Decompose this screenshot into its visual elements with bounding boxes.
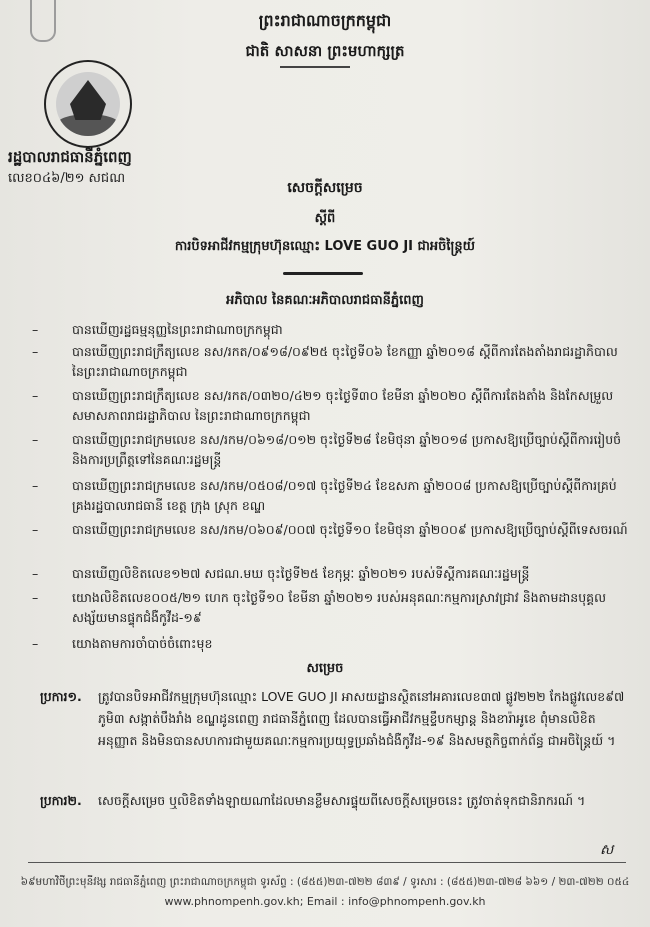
- issuing-authority: អភិបាល នៃគណៈអភិបាលរាជធានីភ្នំពេញ: [226, 293, 424, 308]
- document-subtitle: ស្តីពី: [314, 211, 336, 226]
- list-item: – យោងតាមការចាំបាច់ចំពោះមុខ: [32, 636, 213, 651]
- issuing-office: រដ្ឋបាលរាជធានីភ្នំពេញ: [8, 148, 132, 166]
- document-number: លេខ០៤៦/២១ សជណ: [8, 171, 126, 186]
- list-item: – បានឃើញរដ្ឋធម្មនុញ្ញនៃព្រះរាជាណាចក្រកម្ពុជា: [32, 322, 283, 337]
- ornament-divider: [280, 66, 350, 68]
- footer-address: ៦៩មហាវិថីព្រះមុនីវង្ស រាជធានីភ្នំពេញ ព្រះរាជាណាចក្រកម្ពុជា ទូរស័ព្ទ : (៨៥៥)២៣-៧២២ ៨៣៩ / ទូរសារ : (៨៥៥)២៣-៧២៨ ៦៦១ / ២៣-៧២២ ០៥៤: [20, 876, 630, 888]
- article-text: សេចក្តីសម្រេច ឬលិខិតទាំងឡាយណាដែលមានខ្លឹមសារផ្ទុយពីសេចក្តីសម្រេចនេះ ត្រូវចាត់ទុកជានិរាករណ៍ ។: [98, 793, 586, 808]
- list-item: – បានឃើញព្រះរាជក្រមលេខ នស/រកម/០៦០៩/០០៧ ចុះថ្ងៃទី១០ ខែមិថុនា ឆ្នាំ២០០៩ ប្រកាសឱ្យប្រើច្បាប់ស្តីពីទេសចរណ៍: [32, 522, 628, 537]
- national-motto: ជាតិ សាសនា ព្រះមហាក្សត្រ: [245, 42, 405, 60]
- list-item: – បានឃើញលិខិតលេខ១២៧ សជណ.មឃ ចុះថ្ងៃទី២៥ ខែកុម្ភៈ ឆ្នាំ២០២១ របស់ទីស្តីការគណៈរដ្ឋមន្ត្រី: [32, 566, 530, 581]
- article-2: [40, 790, 635, 812]
- title-ornament: [283, 272, 363, 275]
- article-1: [40, 686, 635, 752]
- list-item: – យោងលិខិតលេខ០០៥/២១ ហេក ចុះថ្ងៃទី១០ ខែមីនា ឆ្នាំ២០២១ របស់អនុគណៈកម្មការស្រាវជ្រាវ និងតាមដានបុគ្គលសង្ស័យមានផ្ទុកជំងឺកូវីដ-១៩: [32, 590, 607, 625]
- article-label: ប្រការ២.: [40, 793, 82, 808]
- footer-divider: [28, 862, 626, 863]
- kingdom-heading: ព្រះរាជាណាចក្រកម្ពុជា: [258, 11, 392, 30]
- decision-heading: សម្រេច: [306, 661, 344, 676]
- article-text: ត្រូវបានបិទអាជីវកម្មក្រុមហ៊ុនឈ្មោះ LOVE GUO JI អាសយដ្ឋានស្ថិតនៅអគារលេខ៣៧ ផ្លូវ២២២ កែងផ្លូវលេខ៩៧ ភូមិ៣ សង្កាត់បឹងរាំង ខណ្ឌដូនពេញ រាជធានីភ្នំពេញ ដែលបានធ្វើអាជីវកម្មខ្ទឹបកម្សាន្ត និងខារ៉ាអូខេ ពុំមានលិខិតអនុញ្ញាត និងមិនបានសហការជាមួយគណៈកម្មការប្រយុទ្ធប្រឆាំងជំងឺកូវីដ-១៩ និងសមត្ថកិច្ចពាក់ព័ន្ធ ជាអចិន្ត្រៃយ៍ ។: [98, 689, 625, 748]
- document-title: សេចក្តីសម្រេច: [287, 180, 363, 196]
- city-seal-icon: [44, 60, 132, 148]
- article-label: ប្រការ១.: [40, 689, 82, 704]
- list-item: – បានឃើញព្រះរាជក្រមលេខ នស/រកម/០៥០៨/០១៧ ចុះថ្ងៃទី២៤ ខែឧសភា ឆ្នាំ២០០៨ ប្រកាសឱ្យប្រើច្បាប់ស្តីពីការគ្រប់គ្រងរដ្ឋបាលរាជធានី ខេត្ត ក្រុង ស្រុក ខណ្ឌ: [32, 478, 617, 513]
- list-item: – បានឃើញព្រះរាជក្រឹត្យលេខ នស/រកត/០៩១៨/០៩២៥ ចុះថ្ងៃទី០៦ ខែកញ្ញា ឆ្នាំ២០១៨ ស្តីពីការតែងតាំងរាជរដ្ឋាភិបាល នៃព្រះរាជាណាចក្រកម្ពុជា: [32, 344, 618, 379]
- list-item: – បានឃើញព្រះរាជក្រឹត្យលេខ នស/រកត/០៣២០/៤២១ ចុះថ្ងៃទី៣០ ខែមីនា ឆ្នាំ២០២០ ស្តីពីការតែងតាំង និងកែសម្រួលសមាសភាពរាជរដ្ឋាភិបាល នៃព្រះរាជាណាចក្រកម្ពុជា: [32, 388, 614, 423]
- footer-contact: www.phnompenh.gov.kh; Email : info@phnompenh.gov.kh: [164, 895, 486, 908]
- initial-mark: ស: [600, 842, 614, 858]
- list-item: – បានឃើញព្រះរាជក្រមលេខ នស/រកម/០៦១៨/០១២ ចុះថ្ងៃទី២៨ ខែមិថុនា ឆ្នាំ២០១៨ ប្រកាសឱ្យប្រើច្បាប់ស្តីពីការរៀបចំ និងការប្រព្រឹត្តទៅនៃគណៈរដ្ឋមន្ត្រី: [32, 432, 622, 467]
- document-subject: ការបិទអាជីវកម្មក្រុមហ៊ុនឈ្មោះ LOVE GUO JI ជាអចិន្ត្រៃយ៍: [174, 239, 476, 254]
